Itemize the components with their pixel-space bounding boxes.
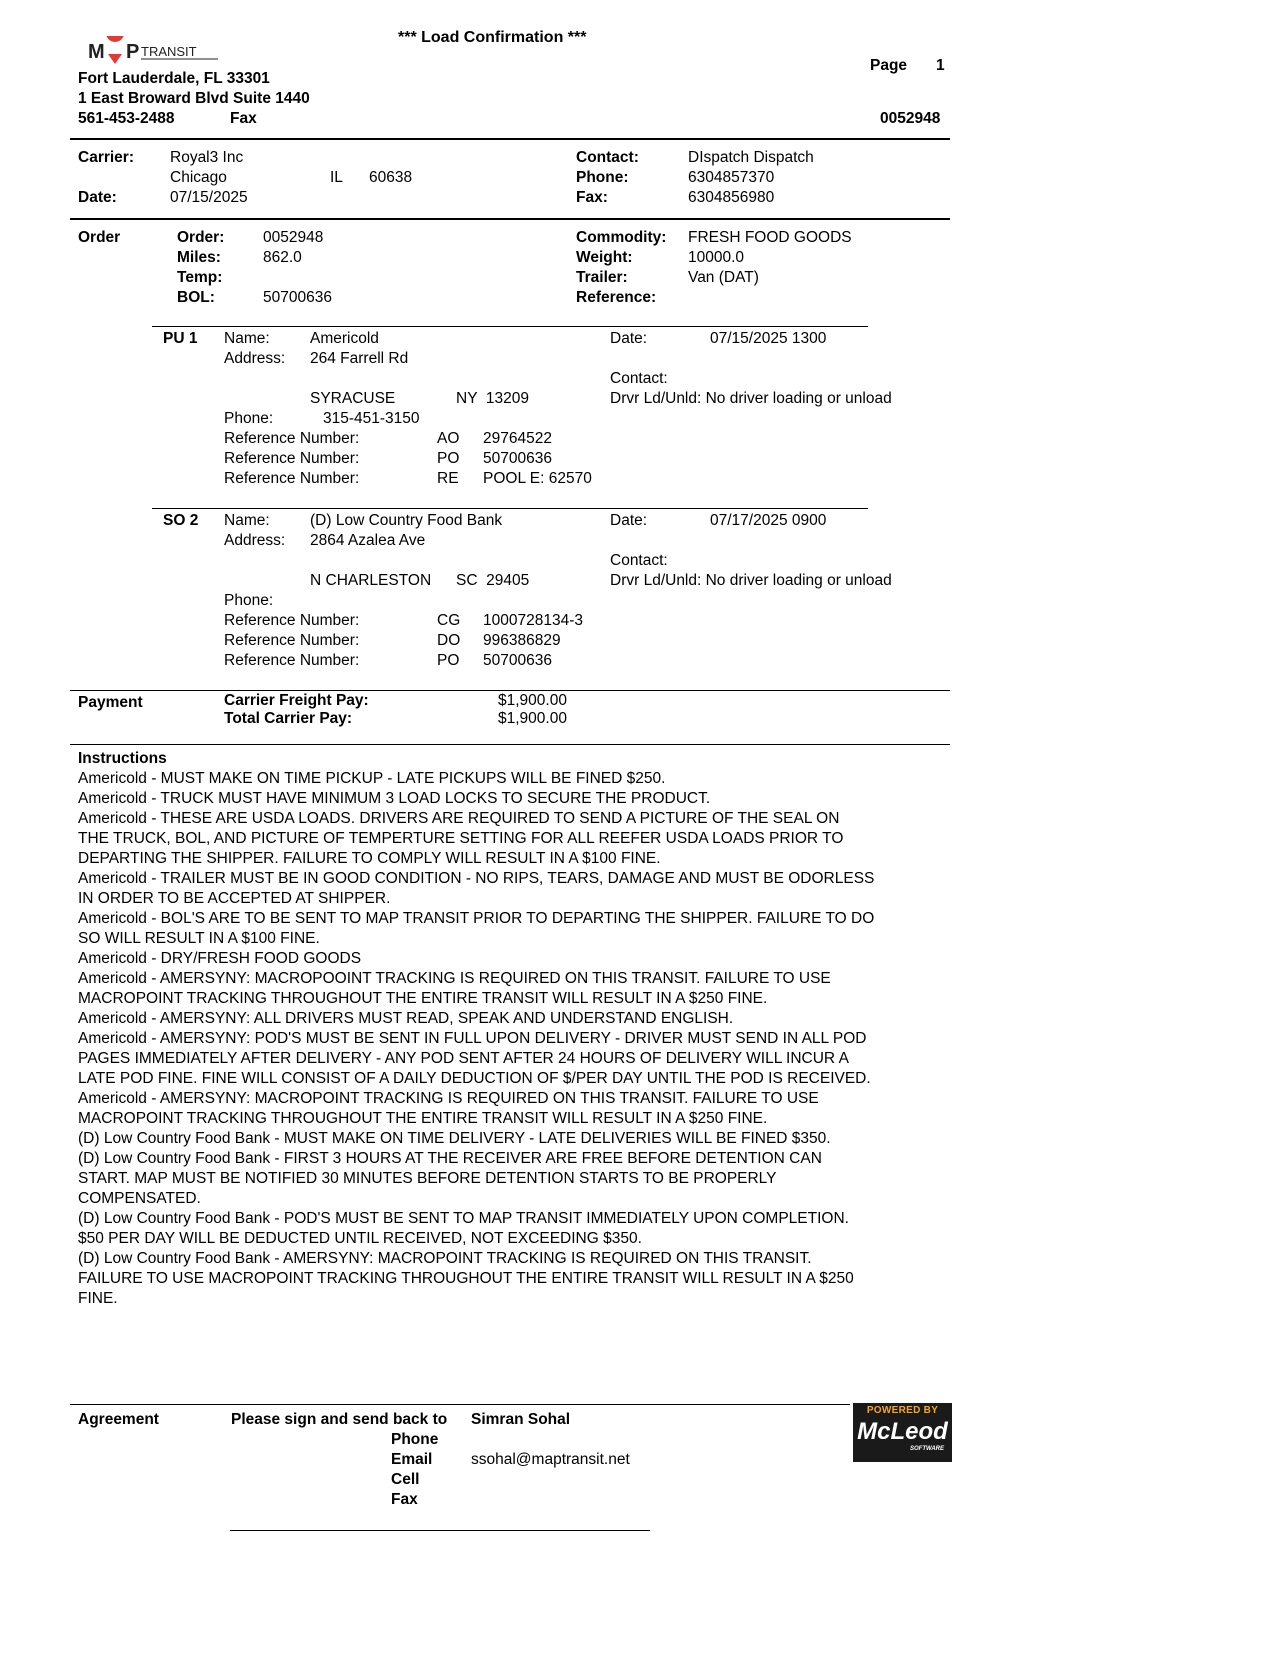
order-section-label: Order bbox=[78, 229, 121, 246]
carrier-state: IL bbox=[330, 169, 343, 186]
reference-type: AO bbox=[437, 430, 460, 447]
company-city: Fort Lauderdale, FL 33301 bbox=[78, 70, 270, 87]
stop-city: SYRACUSE bbox=[310, 390, 396, 407]
order-label: Order: bbox=[177, 229, 225, 246]
instruction-line: PAGES IMMEDIATELY AFTER DELIVERY - ANY POD SENT AFTER 24 HOURS OF DELIVERY WILL INCUR A bbox=[78, 1050, 849, 1067]
powered-by-mcleod-logo bbox=[853, 1403, 952, 1462]
reference-number-label: Reference Number: bbox=[224, 450, 360, 467]
svg-text:M: M bbox=[88, 41, 105, 63]
temp-label: Temp: bbox=[177, 269, 223, 286]
instruction-line: (D) Low Country Food Bank - POD'S MUST BE SENT TO MAP TRANSIT IMMEDIATELY UPON COMPLETION. bbox=[78, 1210, 849, 1227]
stop-phone-label: Phone: bbox=[224, 592, 274, 609]
bol-label: BOL: bbox=[177, 289, 215, 306]
stop-state-zip: SC 29405 bbox=[456, 572, 530, 589]
reference-type: DO bbox=[437, 632, 461, 649]
stop-code: SO 2 bbox=[163, 512, 199, 529]
stop-date-label: Date: bbox=[610, 330, 648, 347]
instruction-line: Americold - BOL'S ARE TO BE SENT TO MAP TRANSIT PRIOR TO DEPARTING THE SHIPPER. FAILURE TO DO bbox=[78, 910, 875, 927]
instruction-line: COMPENSATED. bbox=[78, 1190, 201, 1207]
reference-number-label: Reference Number: bbox=[224, 632, 360, 649]
agreement-fax-label: Fax bbox=[391, 1491, 418, 1508]
reference-type: CG bbox=[437, 612, 461, 629]
stop-name-label: Name: bbox=[224, 512, 270, 529]
svg-text:P: P bbox=[126, 41, 140, 63]
instruction-line: LATE POD FINE. FINE WILL CONSIST OF A DAILY DEDUCTION OF $/PER DAY UNTIL THE POD IS RECEIVED. bbox=[78, 1070, 871, 1087]
stop-phone: 315-451-3150 bbox=[323, 410, 420, 427]
order-miles: 862.0 bbox=[263, 249, 302, 266]
page-number: 1 bbox=[936, 57, 945, 74]
instruction-line: THE TRUCK, BOL, AND PICTURE OF TEMPERTURE SETTING FOR ALL REEFER USDA LOADS PRIOR TO bbox=[78, 830, 844, 847]
instruction-line: Americold - AMERSYNY: MACROPOOINT TRACKING IS REQUIRED ON THIS TRANSIT. FAILURE TO USE bbox=[78, 970, 831, 987]
badge-sub: SOFTWARE bbox=[910, 1446, 944, 1452]
reference-type: PO bbox=[437, 450, 460, 467]
reference-value: 996386829 bbox=[483, 632, 561, 649]
freight-pay-value: $1,900.00 bbox=[498, 692, 567, 709]
reference-number-label: Reference Number: bbox=[224, 470, 360, 487]
reference-value: 50700636 bbox=[483, 652, 552, 669]
signature-line bbox=[230, 1530, 650, 1531]
order-bol: 50700636 bbox=[263, 289, 332, 306]
divider bbox=[70, 218, 950, 220]
instruction-line: MACROPOINT TRACKING THROUGHOUT THE ENTIRE TRANSIT WILL RESULT IN A $250 FINE. bbox=[78, 1110, 768, 1127]
agreement-email-label: Email bbox=[391, 1451, 433, 1468]
instruction-line: SO WILL RESULT IN A $100 FINE. bbox=[78, 930, 320, 947]
commodity-label: Commodity: bbox=[576, 229, 667, 246]
agreement-section-label: Agreement bbox=[78, 1411, 159, 1428]
carrier-phone: 6304857370 bbox=[688, 169, 775, 186]
order-weight: 10000.0 bbox=[688, 249, 745, 266]
svg-text:TRANSIT: TRANSIT bbox=[141, 44, 197, 59]
carrier-city: Chicago bbox=[170, 169, 227, 186]
reference-type: RE bbox=[437, 470, 459, 487]
carrier-date: 07/15/2025 bbox=[170, 189, 248, 206]
reference-value: 1000728134-3 bbox=[483, 612, 583, 629]
stop-contact-label: Contact: bbox=[610, 370, 668, 387]
instruction-line: DEPARTING THE SHIPPER. FAILURE TO COMPLY WILL RESULT IN A $100 FINE. bbox=[78, 850, 661, 867]
stop-state-zip: NY 13209 bbox=[456, 390, 529, 407]
badge-top-text: POWERED BY bbox=[866, 1405, 939, 1416]
reference-label: Reference: bbox=[576, 289, 657, 306]
carrier-fax: 6304856980 bbox=[688, 189, 775, 206]
carrier-contact: DIspatch Dispatch bbox=[688, 149, 814, 166]
carrier-zip: 60638 bbox=[369, 169, 413, 186]
instruction-line: START. MAP MUST BE NOTIFIED 30 MINUTES BEFORE DETENTION STARTS TO BE PROPERLY bbox=[78, 1170, 777, 1187]
divider bbox=[152, 508, 868, 509]
company-street: 1 East Broward Blvd Suite 1440 bbox=[78, 90, 310, 107]
stop-phone-label: Phone: bbox=[224, 410, 274, 427]
instruction-line: (D) Low Country Food Bank - AMERSYNY: MACROPOINT TRACKING IS REQUIRED ON THIS TRANSIT. bbox=[78, 1250, 812, 1267]
stop-address: 264 Farrell Rd bbox=[310, 350, 409, 367]
carrier-name: Royal3 Inc bbox=[170, 149, 244, 166]
stop-name-label: Name: bbox=[224, 330, 270, 347]
stop-city: N CHARLESTON bbox=[310, 572, 432, 589]
divider bbox=[70, 1404, 850, 1405]
company-fax-label: Fax bbox=[230, 110, 257, 127]
instruction-line: Americold - THESE ARE USDA LOADS. DRIVERS ARE REQUIRED TO SEND A PICTURE OF THE SEAL ON bbox=[78, 810, 840, 827]
total-pay-label: Total Carrier Pay: bbox=[224, 710, 353, 727]
instruction-line: Americold - DRY/FRESH FOOD GOODS bbox=[78, 950, 362, 967]
stop-address-label: Address: bbox=[224, 532, 286, 549]
order-trailer: Van (DAT) bbox=[688, 269, 759, 286]
instruction-line: $50 PER DAY WILL BE DEDUCTED UNTIL RECEIVED, NOT EXCEEDING $350. bbox=[78, 1230, 642, 1247]
stop-date: 07/15/2025 1300 bbox=[710, 330, 827, 347]
instruction-line: Americold - AMERSYNY: MACROPOINT TRACKING IS REQUIRED ON THIS TRANSIT. FAILURE TO USE bbox=[78, 1090, 819, 1107]
instructions-title: Instructions bbox=[78, 750, 167, 767]
weight-label: Weight: bbox=[576, 249, 633, 266]
contact-label: Contact: bbox=[576, 149, 639, 166]
divider bbox=[70, 138, 950, 140]
order-number: 0052948 bbox=[263, 229, 324, 246]
instructions-block bbox=[78, 749, 918, 1309]
stop-address: 2864 Azalea Ave bbox=[310, 532, 426, 549]
company-phone: 561-453-2488 bbox=[78, 110, 175, 127]
trailer-label: Trailer: bbox=[576, 269, 628, 286]
agreement-contact-name: Simran Sohal bbox=[471, 1411, 571, 1428]
stop-date: 07/17/2025 0900 bbox=[710, 512, 827, 529]
miles-label: Miles: bbox=[177, 249, 221, 266]
document-number: 0052948 bbox=[880, 110, 941, 127]
order-commodity: FRESH FOOD GOODS bbox=[688, 229, 852, 246]
fax-label: Fax: bbox=[576, 189, 608, 206]
reference-value: 50700636 bbox=[483, 450, 552, 467]
instruction-line: Americold - MUST MAKE ON TIME PICKUP - LATE PICKUPS WILL BE FINED $250. bbox=[78, 770, 666, 787]
stop-name: Americold bbox=[310, 330, 379, 347]
map-transit-logo bbox=[88, 36, 223, 66]
stop-driver-note: Drvr Ld/Unld: No driver loading or unload bbox=[610, 572, 892, 589]
badge-brand: McLeod bbox=[857, 1418, 948, 1445]
stop-date-label: Date: bbox=[610, 512, 648, 529]
instruction-line: Americold - TRUCK MUST HAVE MINIMUM 3 LOAD LOCKS TO SECURE THE PRODUCT. bbox=[78, 790, 711, 807]
stop-driver-note: Drvr Ld/Unld: No driver loading or unload bbox=[610, 390, 892, 407]
instruction-line: FINE. bbox=[78, 1290, 118, 1307]
stop-code: PU 1 bbox=[163, 330, 198, 347]
reference-value: 29764522 bbox=[483, 430, 552, 447]
instruction-line: Americold - AMERSYNY: ALL DRIVERS MUST READ, SPEAK AND UNDERSTAND ENGLISH. bbox=[78, 1010, 734, 1027]
instruction-line: Americold - TRAILER MUST BE IN GOOD CONDITION - NO RIPS, TEARS, DAMAGE AND MUST BE ODORLESS bbox=[78, 870, 875, 887]
stop-name: (D) Low Country Food Bank bbox=[310, 512, 503, 529]
payment-section-label: Payment bbox=[78, 694, 143, 711]
freight-pay-label: Carrier Freight Pay: bbox=[224, 692, 369, 709]
agreement-phone-label: Phone bbox=[391, 1431, 439, 1448]
date-label: Date: bbox=[78, 189, 117, 206]
reference-type: PO bbox=[437, 652, 460, 669]
phone-label: Phone: bbox=[576, 169, 629, 186]
instruction-line: Americold - AMERSYNY: POD'S MUST BE SENT IN FULL UPON DELIVERY - DRIVER MUST SEND IN ALL POD bbox=[78, 1030, 867, 1047]
instruction-line: FAILURE TO USE MACROPOINT TRACKING THROUGHOUT THE ENTIRE TRANSIT WILL RESULT IN A $250 bbox=[78, 1270, 854, 1287]
total-pay-value: $1,900.00 bbox=[498, 710, 567, 727]
divider bbox=[70, 744, 950, 745]
stop-contact-label: Contact: bbox=[610, 552, 668, 569]
agreement-email: ssohal@maptransit.net bbox=[471, 1451, 630, 1468]
agreement-cell-label: Cell bbox=[391, 1471, 420, 1488]
page-label: Page bbox=[870, 57, 908, 74]
reference-value: POOL E: 62570 bbox=[483, 470, 592, 487]
carrier-label: Carrier: bbox=[78, 149, 134, 166]
reference-number-label: Reference Number: bbox=[224, 612, 360, 629]
reference-number-label: Reference Number: bbox=[224, 430, 360, 447]
instruction-line: MACROPOINT TRACKING THROUGHOUT THE ENTIRE TRANSIT WILL RESULT IN A $250 FINE. bbox=[78, 990, 768, 1007]
document-title: *** Load Confirmation *** bbox=[398, 29, 587, 46]
instruction-line: IN ORDER TO BE ACCEPTED AT SHIPPER. bbox=[78, 890, 391, 907]
reference-number-label: Reference Number: bbox=[224, 652, 360, 669]
instruction-line: (D) Low Country Food Bank - MUST MAKE ON TIME DELIVERY - LATE DELIVERIES WILL BE FINED $350. bbox=[78, 1130, 831, 1147]
instruction-line: (D) Low Country Food Bank - FIRST 3 HOURS AT THE RECEIVER ARE FREE BEFORE DETENTION CAN bbox=[78, 1150, 822, 1167]
divider bbox=[152, 326, 868, 327]
sign-instruction: Please sign and send back to bbox=[231, 1411, 448, 1428]
stop-address-label: Address: bbox=[224, 350, 286, 367]
